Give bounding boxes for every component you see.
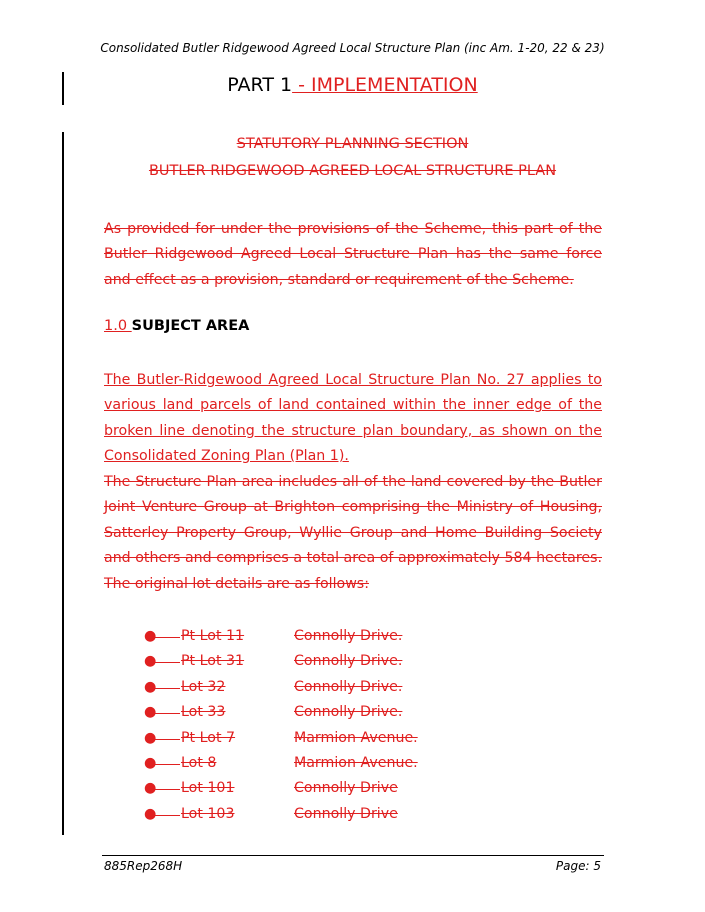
subject-number: 1.0 bbox=[104, 318, 132, 334]
lot-number: Pt Lot 11 bbox=[181, 628, 245, 644]
bullet-icon: ● bbox=[144, 805, 157, 822]
lot-number: Pt Lot 7 bbox=[181, 729, 236, 746]
lot-list-item bbox=[0, 624, 705, 649]
title-part: PART 1 bbox=[227, 74, 293, 96]
subject-paragraph-deleted: The Structure Plan area includes all of the land covered by the Butler Joint Venture Group at Brighton comprising the Ministry of Housing, Satterley Property Group, Wyllie Group and Home Building Society and others and comprises a total area of approximately 584 hectares. The original lot details are as follows: bbox=[104, 474, 602, 592]
lot-number: Lot 33 bbox=[181, 704, 226, 721]
lot-list bbox=[0, 624, 705, 827]
bullet-icon: ● bbox=[144, 628, 157, 644]
lot-list-item bbox=[0, 649, 705, 674]
subject-heading bbox=[104, 318, 249, 334]
footer-divider bbox=[102, 855, 604, 856]
lot-road: Marmion Avenue. bbox=[294, 729, 418, 746]
footer-page-number: Page: 5 bbox=[555, 859, 601, 873]
subject-paragraph-inserted: The Butler-Ridgewood Agreed Local Structure Plan No. 27 applies to various land parcels of land contained within the inner edge of the broken line denoting the structure plan boundary, as shown on the Consolidated Zoning Plan (Plan 1). bbox=[104, 372, 602, 465]
strike-dash bbox=[152, 688, 180, 689]
lot-road: Connolly Drive bbox=[294, 780, 398, 797]
strike-dash bbox=[152, 789, 180, 790]
strike-dash bbox=[152, 815, 180, 816]
lot-number: Lot 101 bbox=[181, 780, 235, 797]
strike-dash bbox=[152, 764, 180, 765]
lot-list-item bbox=[0, 802, 705, 827]
title-inserted-text: - IMPLEMENTATION bbox=[292, 74, 478, 96]
lot-road: Connolly Drive. bbox=[294, 628, 403, 644]
bullet-icon: ● bbox=[144, 653, 157, 670]
lot-list-item bbox=[0, 726, 705, 751]
lot-road: Marmion Avenue. bbox=[294, 754, 418, 771]
strike-dash bbox=[152, 662, 180, 663]
lot-number: Pt Lot 31 bbox=[181, 653, 245, 670]
lot-number: Lot 103 bbox=[181, 805, 235, 822]
lot-number: Lot 8 bbox=[181, 754, 217, 771]
strike-dash bbox=[152, 713, 180, 714]
lot-list-item bbox=[0, 751, 705, 776]
lot-road: Connolly Drive. bbox=[294, 704, 403, 721]
bullet-icon: ● bbox=[144, 754, 157, 771]
lot-road: Connolly Drive. bbox=[294, 678, 403, 695]
strike-dash bbox=[152, 637, 180, 638]
bullet-icon: ● bbox=[144, 704, 157, 721]
lot-road: Connolly Drive bbox=[294, 805, 398, 822]
lot-list-item bbox=[0, 776, 705, 801]
lot-road: Connolly Drive. bbox=[294, 653, 403, 670]
subject-title: SUBJECT AREA bbox=[131, 318, 250, 334]
page-title bbox=[0, 74, 705, 96]
footer-doc-ref: 885Rep268H bbox=[104, 859, 183, 873]
strike-dash bbox=[152, 739, 180, 740]
lot-list-item bbox=[0, 700, 705, 725]
bullet-icon: ● bbox=[144, 729, 157, 746]
lot-list-item bbox=[0, 675, 705, 700]
lot-number: Lot 32 bbox=[181, 678, 226, 695]
section-heading-2: BUTLER RIDGEWOOD AGREED LOCAL STRUCTURE PLAN bbox=[148, 163, 557, 179]
bullet-icon: ● bbox=[144, 780, 157, 797]
section-heading-1: STATUTORY PLANNING SECTION bbox=[236, 136, 469, 152]
bullet-icon: ● bbox=[144, 678, 157, 695]
intro-paragraph-deleted: As provided for under the provisions of the Scheme, this part of the Butler Ridgewood Agreed Local Structure Plan has the same force and effect as a provision, standard or requirement of the Scheme. bbox=[104, 221, 602, 288]
running-header: Consolidated Butler Ridgewood Agreed Local Structure Plan (inc Am. 1-20, 22 & 23) bbox=[100, 41, 605, 55]
